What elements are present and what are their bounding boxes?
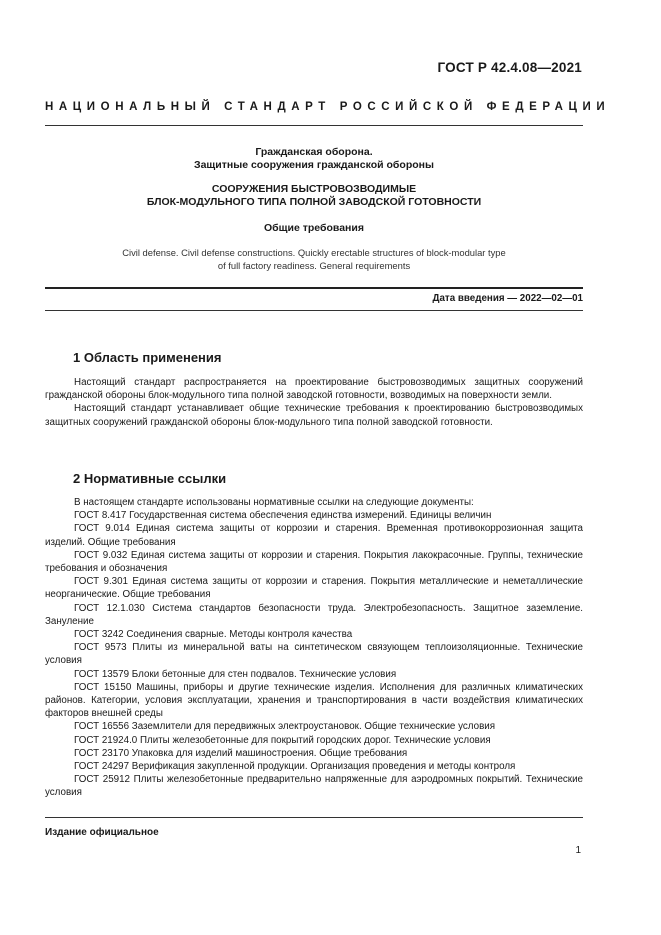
title-line: СООРУЖЕНИЯ БЫСТРОВОЗВОДИМЫЕ xyxy=(211,183,417,195)
section-heading-scope: 1 Область применения xyxy=(73,350,222,365)
title-block-1 xyxy=(45,146,583,172)
reference-item: ГОСТ 9.301 Единая система защиты от коррозии и старения. Покрытия металлические и неметаллические неорганические. Общие требования xyxy=(45,576,583,601)
english-title-line: Civil defense. Civil defense constructions. Quickly erectable structures of block-modular type xyxy=(122,247,506,258)
reference-item: ГОСТ 21924.0 Плиты железобетонные для покрытий городских дорог. Технические условия xyxy=(74,734,491,746)
paragraph: Настоящий стандарт распространяется на проектирование быстровозводимых защитных сооружений гражданской обороны блок-модульного типа полной заводской готовности, возводимых на поверхности земли. xyxy=(45,377,583,402)
reference-item: ГОСТ 24297 Верификация закупленной продукции. Организация проведения и методы контроля xyxy=(74,761,516,773)
page-number: 1 xyxy=(575,845,581,856)
reference-item: ГОСТ 16556 Заземлители для передвижных электроустановок. Общие технические условия xyxy=(74,721,496,733)
document-code: ГОСТ Р 42.4.08—2021 xyxy=(437,60,582,75)
reference-item: ГОСТ 13579 Блоки бетонные для стен подвалов. Технические условия xyxy=(74,668,397,680)
section-body-scope xyxy=(45,376,583,429)
reference-item: ГОСТ 12.1.030 Система стандартов безопасности труда. Электробезопасность. Защитное заземление. Зануление xyxy=(45,602,583,627)
title-line: Гражданская оборона. xyxy=(255,146,373,158)
reference-item: ГОСТ 15150 Машины, приборы и другие технические изделия. Исполнения для различных климатических районов. Категории, условия эксплуатации, хранения и транспортирования в части воздействия климатических факторов внешней среды xyxy=(45,681,583,720)
divider-thick xyxy=(45,287,583,289)
paragraph: Настоящий стандарт устанавливает общие технические требования к проектированию быстровозводимых защитных сооружений гражданской обороны блок-модульного типа полной заводской готовности. xyxy=(45,403,583,428)
reference-item: ГОСТ 9.014 Единая система защиты от коррозии и старения. Временная противокоррозионная защита изделий. Общие требования xyxy=(45,523,583,548)
english-title-line: of full factory readiness. General requirements xyxy=(217,259,411,271)
section-body-references xyxy=(45,496,583,800)
title-block-2 xyxy=(45,183,583,209)
paragraph: В настоящем стандарте использованы нормативные ссылки на следующие документы: xyxy=(74,497,474,508)
reference-item: ГОСТ 8.417 Государственная система обеспечения единства измерений. Единицы величин xyxy=(74,510,492,522)
english-title xyxy=(45,247,583,272)
title-line: Защитные сооружения гражданской обороны xyxy=(194,159,434,171)
national-standard-banner: НАЦИОНАЛЬНЫЙ СТАНДАРТ РОССИЙСКОЙ ФЕДЕРАЦИИ xyxy=(45,101,611,113)
reference-item: ГОСТ 25912 Плиты железобетонные предварительно напряженные для аэродромных покрытий. Технические условия xyxy=(45,774,583,799)
divider xyxy=(45,817,583,818)
official-edition-note: Издание официальное xyxy=(45,827,159,838)
divider xyxy=(45,310,583,311)
reference-item: ГОСТ 9573 Плиты из минеральной ваты на синтетическом связующем теплоизоляционные. Технические условия xyxy=(45,642,583,667)
title-line: БЛОК-МОДУЛЬНОГО ТИПА ПОЛНОЙ ЗАВОДСКОЙ ГОТОВНОСТИ xyxy=(146,196,482,208)
reference-item: ГОСТ 3242 Соединения сварные. Методы контроля качества xyxy=(74,629,353,641)
section-heading-references: 2 Нормативные ссылки xyxy=(73,471,227,486)
introduction-date: Дата введения — 2022—02—01 xyxy=(432,293,583,304)
reference-item: ГОСТ 23170 Упаковка для изделий машиностроения. Общие требования xyxy=(74,747,408,759)
divider xyxy=(45,125,583,126)
title-subtitle: Общие требования xyxy=(264,222,364,234)
reference-item: ГОСТ 9.032 Единая система защиты от коррозии и старения. Покрытия лакокрасочные. Группы, технические требования и обозначения xyxy=(45,549,583,575)
